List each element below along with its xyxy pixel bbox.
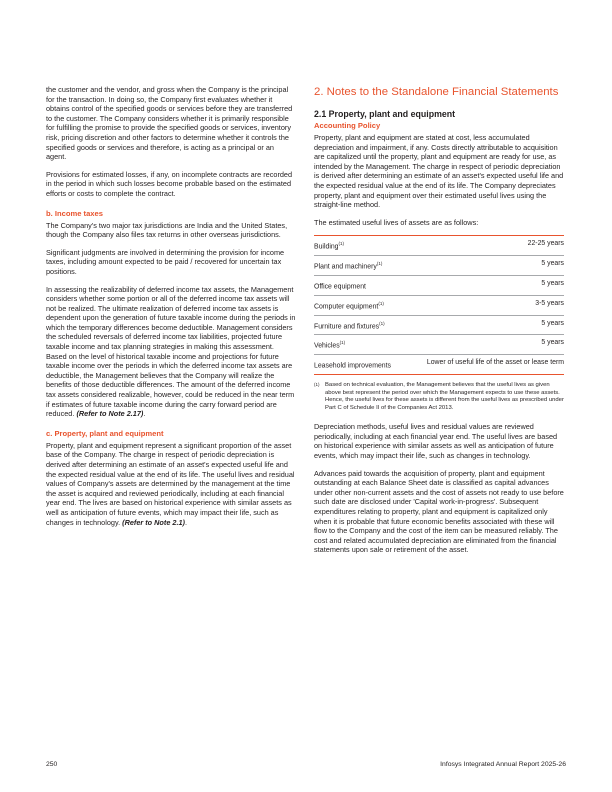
subsection-title: 2.1 Property, plant and equipment bbox=[314, 109, 456, 119]
footnote-marker: (1) bbox=[376, 261, 383, 267]
asset-name: Building bbox=[314, 243, 339, 251]
useful-life-cell: 5 years bbox=[404, 256, 564, 276]
useful-life-cell: 22-25 years bbox=[404, 236, 564, 256]
table-row bbox=[314, 275, 564, 295]
asset-cell bbox=[314, 275, 404, 295]
revenue-paragraph: the customer and the vendor, and gross when the Company is the principal for the transaction. In doing so, the Company first evaluates whether it obtains control of the specified goods or services before they are transferred to the customer. The Company considers whether it is primarily responsible for fulfilling the promise to provide the specified goods or services, inventory risk, pricing discretion and other factors to determine whether it controls the specified goods or services and therefore, is acting as a principal or an agent. bbox=[46, 85, 293, 162]
section-title: 2. Notes to the Standalone Financial Statements bbox=[314, 86, 559, 98]
useful-life-cell: 5 years bbox=[404, 315, 564, 335]
tax-jurisdictions-paragraph: The Company's two major tax jurisdictions are India and the United States, though the Company also files tax returns in other overseas jurisdictions. bbox=[46, 220, 288, 240]
income-taxes-heading: b. Income taxes bbox=[46, 208, 103, 218]
asset-cell bbox=[314, 315, 404, 335]
footnote-marker: (1) bbox=[378, 300, 384, 306]
asset-cell bbox=[314, 295, 404, 315]
table-row bbox=[314, 236, 564, 256]
asset-name: Leasehold improvements bbox=[314, 362, 391, 370]
asset-name: Computer equipment bbox=[314, 303, 379, 311]
asset-name: Office equipment bbox=[314, 283, 366, 291]
accounting-policy-heading: Accounting Policy bbox=[314, 121, 381, 130]
asset-name: Furniture and fixtures bbox=[314, 322, 380, 330]
asset-name: Plant and machinery bbox=[314, 263, 377, 271]
footnote-mark: (1) bbox=[314, 381, 320, 387]
depreciation-methods-paragraph: Depreciation methods, useful lives and residual values are reviewed periodically, including at each financial year end. The useful lives are based on historical experience with similar assets as well as anticipation of future events, which may impact their life, such as changes in technology. bbox=[314, 422, 558, 461]
deferred-tax-text: In assessing the realizability of deferred income tax assets, the Management considers whether some portion or all of the deferred income tax assets will not be realized. The ultimate realization of deferred income tax assets is dependent upon the generation of future taxable income during the periods in which the temporary differences become deductible. Management considers the scheduled reversals of deferred income tax liabilities, projected future taxable income and tax planning strategies in making this assessment. Based on the level of historical taxable income and projections for future taxable income over the periods in which the deferred income tax assets are deductible, the Management believes that the Company will realize the benefits of those deductible differences. The amount of the deferred income tax assets considered realizable, however, could be reduced in the near term if estimates of future taxable income during the carry forward period are reduced. bbox=[46, 284, 296, 419]
table-row bbox=[314, 256, 564, 276]
footnote-marker: (1) bbox=[379, 320, 385, 326]
useful-life-cell: 5 years bbox=[404, 275, 564, 295]
footnote bbox=[314, 382, 564, 412]
table-row bbox=[314, 335, 564, 355]
asset-cell bbox=[314, 236, 404, 256]
useful-life-cell: Lower of useful life of the asset or lease term bbox=[404, 355, 564, 375]
table-row bbox=[314, 315, 564, 335]
table-row bbox=[314, 355, 564, 375]
useful-life-cell: 3-5 years bbox=[404, 295, 564, 315]
left-column bbox=[46, 85, 296, 535]
note-reference: (Refer to Note 2.1) bbox=[122, 517, 185, 527]
ppe-paragraph: Property, plant and equipment represent a significant proportion of the asset base of the Company. The charge in respect of periodic depreciation is derived after determining an estimate of an asset's expected useful life and the expected residual value at the end of its life. The useful lives and residual values of Company's assets are determined by the management at the time the asset is acquired and reviewed periodically, including at each financial year end. The lives are based on historical experience with similar assets as well as anticipation of future events, which may impact their life, such as changes in technology. (Refer to Note 2.1). bbox=[46, 440, 295, 527]
capital-advances-paragraph: Advances paid towards the acquisition of property, plant and equipment outstanding at each Balance Sheet date is classified as capital advances under other non-current assets and the cost of assets not ready to use before such date are disclosed under 'Capital work-in-progress'. Subsequent expenditures relating to property, plant and equipment is capitalized only when it is probable that future economic benefits associated with these will flow to the Company and the cost of the item can be measured reliably. The cost and related accumulated depreciation are eliminated from the financial statements upon sale or retirement of the asset. bbox=[314, 468, 564, 555]
provisions-paragraph: Provisions for estimated losses, if any, on incomplete contracts are recorded in the period in which such losses become probable based on the estimated efforts or costs to complete the contract. bbox=[46, 169, 293, 198]
footnote-marker: (1) bbox=[339, 340, 346, 346]
note-reference: (Refer to Note 2.17) bbox=[76, 409, 144, 419]
useful-lives-intro: The estimated useful lives of assets are as follows: bbox=[314, 217, 479, 227]
asset-cell bbox=[314, 335, 404, 355]
asset-cell bbox=[314, 355, 404, 375]
ppe-heading: c. Property, plant and equipment bbox=[46, 428, 164, 438]
useful-life-cell: 5 years bbox=[404, 335, 564, 355]
tax-judgments-paragraph: Significant judgments are involved in determining the provision for income taxes, including amount expected to be paid / recovered for uncertain tax positions. bbox=[46, 247, 285, 276]
right-column bbox=[314, 85, 564, 563]
page-number: 250 bbox=[46, 761, 58, 768]
deferred-tax-paragraph: In assessing the realizability of deferred income tax assets, the Management considers whether some portion or all of the deferred income tax assets will not be realized. The ultimate realization of deferred income tax assets is dependent upon the generation of future taxable income during the periods in which the temporary differences become deductible. Management considers the scheduled reversals of deferred income tax liabilities, projected future taxable income and tax planning strategies in making this assessment. Based on the level of historical taxable income and projections for future taxable income over the periods in which the deferred income tax assets are deductible, the Management believes that the Company will realize the benefits of those deductible differences. The amount of the deferred income tax assets considered realizable, however, could be reduced in the near term if estimates of future taxable income during the carry forward period are reduced. (Refer to Note 2.17). bbox=[46, 284, 296, 419]
footnote-text: Based on technical evaluation, the Management believes that the useful lives as given above best represent the period over which the Management expects to use these assets. Hence, the useful lives for these assets is different from the useful lives as prescribed under Part C of Schedule II of the Companies Act 2013. bbox=[325, 381, 564, 411]
policy-paragraph: Property, plant and equipment are stated at cost, less accumulated depreciation and impairment, if any. Costs directly attributable to acquisition are capitalized until the property, plant and equipment are ready for use, as intended by the Management. The charge in respect of periodic depreciation is derived after determining an estimate of an asset's expected useful life and the expected residual value at the end of its life. The Company depreciates property, plant and equipment over their estimated useful lives using the straight-line method. bbox=[314, 133, 564, 210]
useful-lives-table bbox=[314, 235, 564, 375]
footnote-marker: (1) bbox=[338, 241, 345, 247]
table-row bbox=[314, 295, 564, 315]
report-name: Infosys Integrated Annual Report 2025-26 bbox=[440, 761, 566, 768]
ppe-text: Property, plant and equipment represent a significant proportion of the asset base of the Company. The charge in respect of periodic depreciation is derived after determining an estimate of an asset's expected useful life and the expected residual value at the end of its life. The useful lives and residual values of Company's assets are determined by the management at the time the asset is acquired and reviewed periodically, including at each financial year end. The lives are based on historical experience with similar assets as well as anticipation of future events, which may impact their life, such as changes in technology. bbox=[46, 440, 295, 527]
asset-name: Vehicles bbox=[314, 342, 340, 350]
asset-cell bbox=[314, 256, 404, 276]
